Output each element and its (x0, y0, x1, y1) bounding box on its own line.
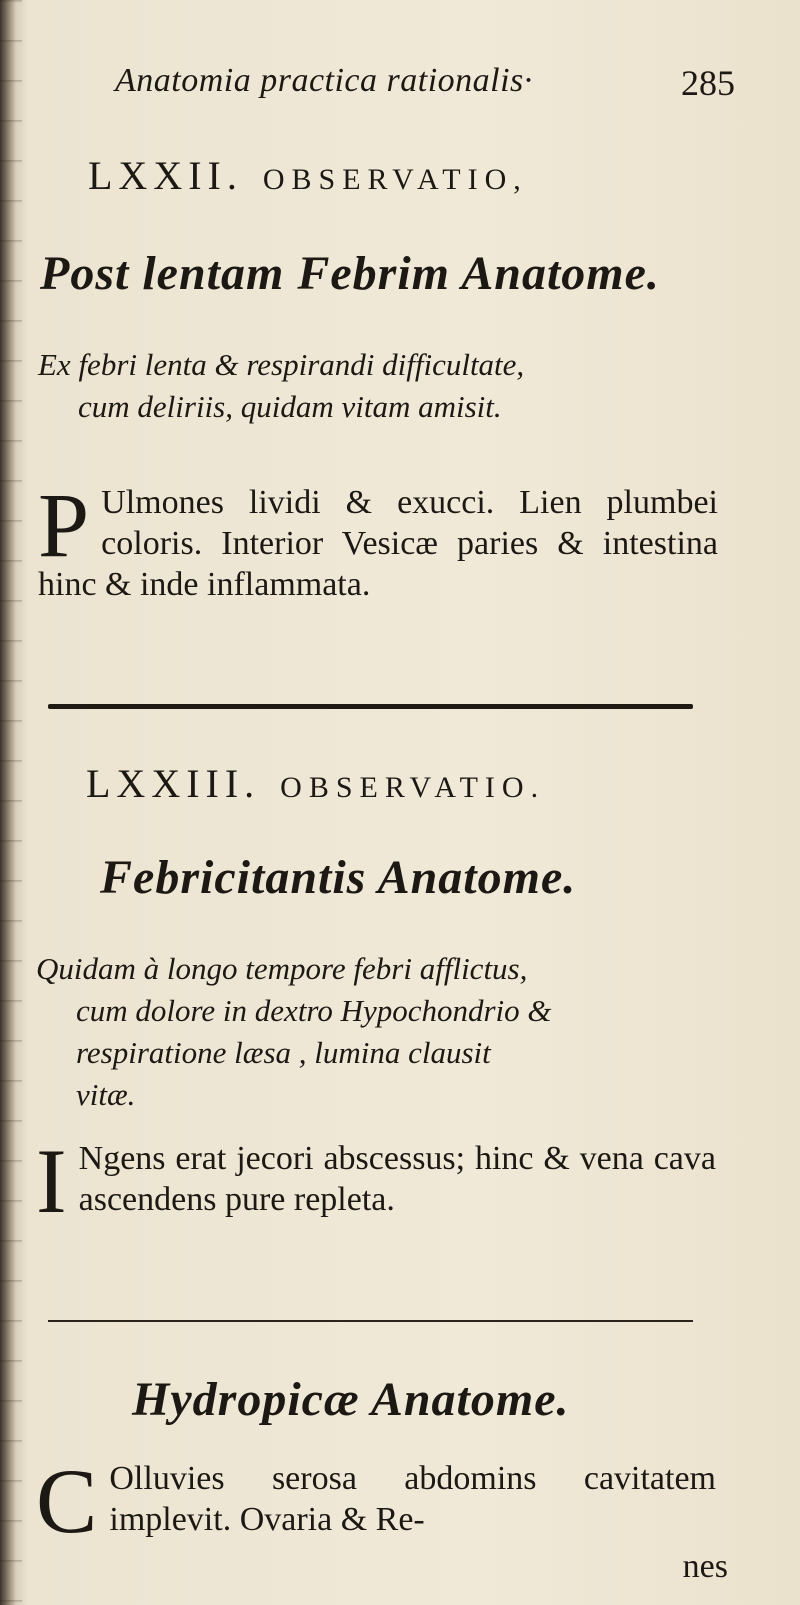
summary-line: vitæ. (76, 1077, 136, 1112)
drop-cap: P (38, 474, 90, 576)
observation-body-hydropicae (36, 1450, 716, 1552)
observation-title-72: Post lentam Febrim Anatome. (40, 247, 660, 300)
observation-number: LXXIII. (86, 761, 261, 806)
book-spine-edge (0, 0, 22, 1605)
body-text: Ulmones lividi & exucci. Lien plumbei coloris. Interior Vesicæ paries & intestina hinc & inde inflammata. (38, 484, 718, 603)
drop-cap: I (36, 1130, 67, 1232)
observation-title-hydropicae: Hydropicæ Anatome. (132, 1373, 570, 1426)
section-divider (48, 704, 693, 709)
observation-title-73: Febricitantis Anatome. (100, 851, 577, 904)
running-title: Anatomia practica rationalis· (115, 62, 533, 99)
summary-line: cum deliriis, quidam vitam amisit. (78, 389, 502, 424)
section-divider (48, 1320, 693, 1322)
observation-label: OBSERVATIO, (262, 163, 528, 196)
observation-body-72 (38, 474, 718, 605)
running-head (115, 62, 735, 112)
observation-summary-72 (38, 344, 718, 428)
page-number: 285 (681, 63, 735, 103)
summary-line: Ex febri lenta & respirandi difficultate, (38, 347, 525, 382)
summary-line: Quidam à longo tempore febri afflictus, (36, 951, 528, 986)
observation-label: OBSERVATIO. (280, 771, 546, 804)
drop-cap: C (36, 1450, 98, 1552)
observation-heading-73 (86, 760, 706, 807)
body-text: Ngens erat jecori abscessus; hinc & vena cava ascendens pure repleta. (78, 1140, 716, 1218)
observation-number: LXXII. (88, 153, 243, 198)
summary-line: respiratione læsa , lumina clausit (76, 1035, 491, 1070)
observation-summary-73 (36, 948, 726, 1116)
body-text: Olluvies serosa abdomins cavitatem implevit. Ovaria & Re- (109, 1460, 716, 1538)
summary-line: cum dolore in dextro Hypochondrio & (76, 993, 552, 1028)
observation-heading-72 (88, 152, 708, 199)
catchword: nes (682, 1548, 728, 1585)
observation-body-73 (36, 1130, 716, 1232)
